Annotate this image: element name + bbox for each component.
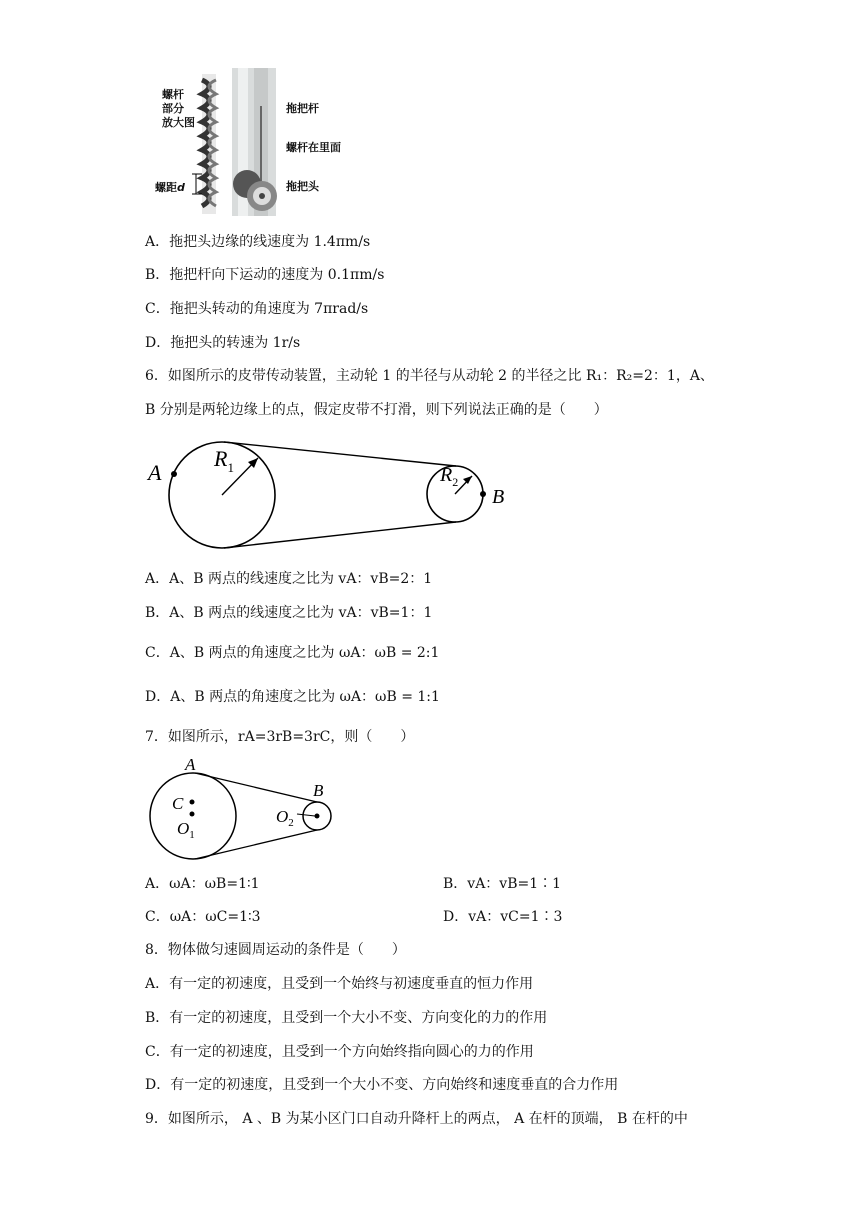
belt-drive-diagram [140,420,520,560]
point-a-label: A [185,755,196,774]
belt-drive-figure-q6 [140,420,520,560]
q5-option-b: B．拖把杆向下运动的速度为 0.1πm/s [145,267,385,283]
q9-stem: 9．如图所示， A 、B 为某小区门口自动升降杆上的两点， A 在杆的顶端， B 在杆的中 [145,1111,688,1127]
point-a-dot [171,471,177,477]
r1-label: $R_1$ [214,446,234,475]
point-b-label: B [492,486,505,508]
q8-option-d: D．有一定的初速度，且受到一个大小不变、方向始终和速度垂直的合力作用 [145,1077,619,1093]
belt-bottom [224,522,456,548]
o1-dot [190,812,195,817]
mop-photo [232,68,277,216]
point-c-label: C [172,794,184,813]
q8-option-a: A．有一定的初速度，且受到一个始终与初速度垂直的恒力作用 [145,976,534,992]
point-b-dot [480,491,486,497]
rod-label: 拖把杆 [286,102,319,115]
q7-stem: 7．如图所示，rA=3rB=3rC，则（ ） [145,729,415,745]
pitch-label: 螺距d [155,181,185,194]
q6-option-c: C．A、B 两点的角速度之比为 ωA：ωB = 2:1 [145,645,440,661]
q5-option-c: C．拖把头转动的角速度为 7πrad/s [145,301,369,317]
q7-option-c: C．ωA：ωC=1∶3 [145,909,261,925]
screw-inside-label: 螺杆在里面 [286,141,341,154]
belt-top [195,773,317,802]
point-b-label: B [313,781,324,800]
q7-option-a: A．ωA：ωB=1∶1 [145,876,260,892]
belt-top [224,442,456,466]
q5-option-d: D．拖把头的转速为 1r/s [145,335,301,351]
point-c-dot [190,800,195,805]
q6-option-b: B．A、B 两点的线速度之比为 vA：vB=1：1 [145,605,433,621]
q6-stem-line1: 6．如图所示的皮带传动装置，主动轮 1 的半径与从动轮 2 的半径之比 R₁：R₂=2：1，A、 [145,368,714,384]
r2-label: $R_2$ [440,464,459,489]
mop-figure [150,66,350,218]
q7-option-b: B．vA：vB=1∶1 [443,876,562,892]
q8-option-c: C．有一定的初速度，且受到一个方向始终指向圆心的力的作用 [145,1044,534,1060]
screw-label: 螺杆 部分 放大图 [162,88,195,129]
q6-option-a: A．A、B 两点的线速度之比为 vA：vB=2：1 [145,571,433,587]
q6-stem-line2: B 分别是两轮边缘上的点，假定皮带不打滑，则下列说法正确的是（ ） [145,402,608,418]
q5-option-a: A．拖把头边缘的线速度为 1.4πm/s [145,234,371,250]
point-a-label: A [148,460,162,485]
belt-bottom [195,830,317,859]
q8-stem: 8．物体做匀速圆周运动的条件是（ ） [145,942,406,958]
pulley-figure-q7 [145,752,345,862]
o2-dot [315,814,320,819]
screw-drawing [192,74,216,214]
pulley-diagram [145,752,345,862]
mop-head-label: 拖把头 [286,180,319,193]
o2-label: $O_2$ [276,807,294,829]
o1-label: $O_1$ [177,819,195,841]
q8-option-b: B．有一定的初速度，且受到一个大小不变、方向变化的力的作用 [145,1010,548,1026]
q7-option-d: D．vA：vC=1∶3 [443,909,563,925]
q6-option-d: D．A、B 两点的角速度之比为 ωA：ωB = 1:1 [145,689,440,705]
